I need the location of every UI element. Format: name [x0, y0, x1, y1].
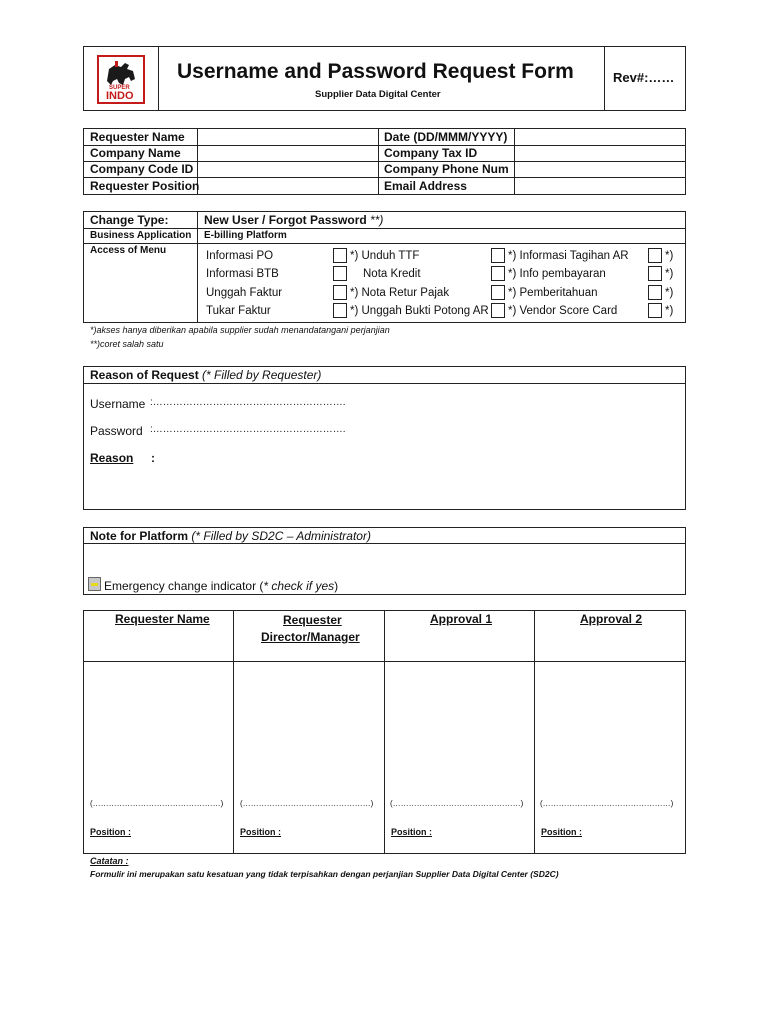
logo-indo-text: INDO — [106, 90, 134, 102]
super-indo-logo — [97, 55, 145, 104]
checkbox-informasi-btb[interactable] — [333, 266, 347, 281]
password-label: Password — [90, 424, 143, 438]
menu-nota-kredit: Nota Kredit — [363, 268, 421, 280]
menu-informasi-po: Informasi PO — [206, 250, 274, 262]
label-requester-name: Requester Name — [90, 130, 185, 144]
menu-unggah-faktur: Unggah Faktur — [206, 287, 283, 299]
menu-vendor-score-card: *) Vendor Score Card — [508, 305, 618, 317]
platform-heading — [90, 529, 371, 543]
approval-col-director-line1: Requester — [283, 613, 342, 627]
approval-col-approval1: Approval 1 — [430, 612, 493, 626]
username-line[interactable]: :…………………………………………………. — [150, 397, 346, 408]
header-divider-right — [604, 46, 605, 111]
checkbox-info-pembayaran[interactable] — [648, 266, 662, 281]
change-type-value — [204, 213, 383, 227]
signature-area-requester[interactable] — [85, 664, 231, 794]
platform-heading-text: Note for Platform — [90, 529, 189, 543]
username-label: Username — [90, 397, 146, 411]
signature-area-approval2[interactable] — [536, 664, 684, 794]
footer-text: Formulir ini merupakan satu kesatuan yang tidak terpisahkan dengan perjanjian Supplier Data Digital Center (SD2C) — [90, 869, 559, 879]
reason-field[interactable] — [160, 448, 680, 504]
position-label-director: Position : — [240, 827, 281, 837]
reason-heading-text: Reason of Request — [90, 368, 199, 382]
header-divider-left — [158, 46, 159, 111]
menu-unduh-ttf: *) Unduh TTF — [350, 250, 420, 262]
label-company-code: Company Code ID — [90, 162, 194, 176]
field-company-code[interactable] — [199, 162, 377, 176]
label-tax-id: Company Tax ID — [384, 146, 478, 160]
field-phone[interactable] — [516, 162, 685, 176]
approval-col-approval2: Approval 2 — [580, 612, 643, 626]
checkbox-nota-retur-pajak[interactable] — [491, 285, 505, 300]
emergency-label-text: Emergency change indicator ( — [104, 579, 264, 593]
note-coret: **)coret salah satu — [90, 339, 164, 349]
menu-tukar-faktur: Tukar Faktur — [206, 305, 271, 317]
menu-pemberitahuan: *) Pemberitahuan — [508, 287, 598, 299]
checkbox-unduh-ttf[interactable] — [491, 248, 505, 263]
checkbox-vendor-score-card[interactable] — [648, 303, 662, 318]
label-email: Email Address — [384, 179, 467, 193]
change-type-mark: **) — [370, 213, 384, 227]
field-tax-id[interactable] — [516, 146, 685, 160]
logo-super-text: SUPER — [109, 85, 130, 91]
checkbox-unggah-bukti-potong[interactable] — [491, 303, 505, 318]
menu-info-pembayaran: *) Info pembayaran — [508, 268, 606, 280]
menu-nota-retur-pajak: *) Nota Retur Pajak — [350, 287, 450, 299]
menu-informasi-btb: Informasi BTB — [206, 268, 279, 280]
business-app-value: E-billing Platform — [204, 230, 287, 241]
label-requester-position: Requester Position — [90, 179, 200, 193]
menu-unggah-bukti-potong: *) Unggah Bukti Potong AR — [350, 305, 489, 317]
menu-mark-row2: *) — [665, 268, 674, 280]
menu-mark-row4: *) — [665, 305, 674, 317]
checkbox-informasi-tagihan[interactable] — [648, 248, 662, 263]
menu-mark-row3: *) — [665, 287, 674, 299]
emergency-label — [104, 579, 338, 593]
sign-line-requester: (…………………………………………) — [90, 799, 224, 808]
sign-line-approval2: (…………………………………………) — [540, 799, 674, 808]
field-requester-name[interactable] — [199, 129, 377, 144]
field-email[interactable] — [516, 178, 685, 194]
sign-line-director: (…………………………………………) — [240, 799, 374, 808]
approval-col-requester-name: Requester Name — [115, 612, 210, 626]
note-akses: *)akses hanya diberikan apabila supplier sudah menandatangani perjanjian — [90, 325, 390, 335]
position-label-approval1: Position : — [391, 827, 432, 837]
sign-line-approval1: (…………………………………………) — [390, 799, 524, 808]
emergency-note: * check if yes — [263, 579, 335, 593]
change-type-label: Change Type: — [90, 213, 169, 227]
field-date[interactable] — [516, 129, 685, 144]
form-title: Username and Password Request Form — [177, 60, 574, 83]
menu-mark-row1: *) — [665, 250, 674, 262]
checkbox-pemberitahuan[interactable] — [648, 285, 662, 300]
change-type-text[interactable]: New User / Forgot Password — [204, 213, 367, 227]
menu-informasi-tagihan: *) Informasi Tagihan AR — [508, 250, 629, 262]
position-label-requester: Position : — [90, 827, 131, 837]
footer-catatan: Catatan : — [90, 856, 129, 866]
position-label-approval2: Position : — [541, 827, 582, 837]
approval-col-director-line2: Director/Manager — [261, 630, 360, 644]
form-subtitle: Supplier Data Digital Center — [315, 89, 441, 100]
emergency-checkbox[interactable] — [88, 577, 101, 591]
reason-label: Reason — [90, 451, 134, 465]
label-company-name: Company Name — [90, 146, 181, 160]
field-company-name[interactable] — [199, 146, 377, 160]
signature-area-approval1[interactable] — [386, 664, 532, 794]
reason-heading-note: (* Filled by Requester) — [202, 368, 322, 382]
checkbox-tukar-faktur[interactable] — [333, 303, 347, 318]
checkbox-unggah-faktur[interactable] — [333, 285, 347, 300]
access-menu-label: Access of Menu — [90, 245, 167, 256]
rev-number: Rev#:…… — [613, 70, 675, 85]
reason-colon: : — [151, 451, 155, 465]
emergency-close: ) — [334, 579, 339, 593]
reason-heading — [90, 368, 321, 382]
field-requester-position[interactable] — [199, 178, 377, 194]
password-line[interactable]: :…………………………………………………. — [150, 424, 346, 435]
platform-heading-note: (* Filled by SD2C – Administrator) — [191, 529, 371, 543]
business-app-label: Business Application — [90, 230, 192, 241]
signature-area-director[interactable] — [236, 664, 382, 794]
label-date: Date (DD/MMM/YYYY) — [384, 130, 508, 144]
checkbox-informasi-po[interactable] — [333, 248, 347, 263]
checkbox-nota-kredit[interactable] — [491, 266, 505, 281]
label-phone: Company Phone Num — [384, 162, 509, 176]
